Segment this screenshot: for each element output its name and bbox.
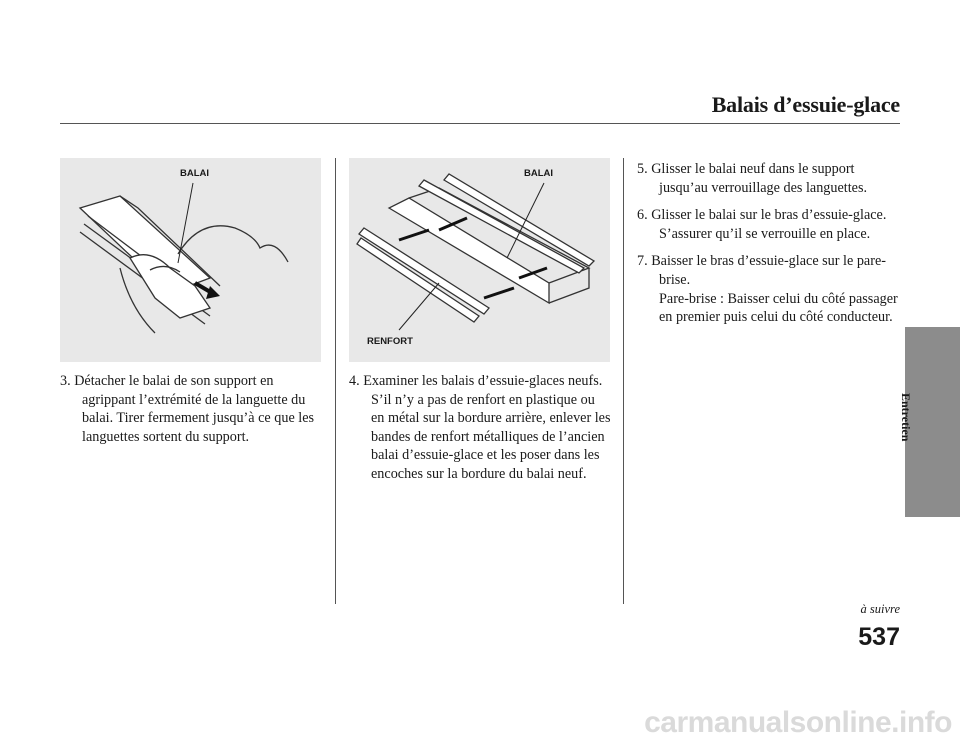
figure-right-callout-renfort: RENFORT — [367, 336, 413, 347]
step-7-note-text: Pare-brise : Baisser celui du côté passager en premier puis celui du côté conducteur. — [659, 290, 898, 326]
step-6-text: Glisser le balai sur le bras d’essuie-glace. S’assurer qu’il se verrouille en place. — [651, 207, 887, 242]
header-rule — [60, 123, 900, 124]
figure-left-callout-balai: BALAI — [180, 168, 210, 179]
step-4 — [349, 372, 611, 484]
step-6-number: 6. — [637, 207, 648, 224]
column-2-text — [349, 372, 611, 493]
step-7-number: 7. — [637, 253, 648, 270]
step-3 — [60, 372, 322, 446]
step-7-note — [637, 290, 899, 327]
section-tab-label — [899, 393, 937, 443]
step-4-text: Examiner les balais d’essuie-glaces neufs. S’il n’y a pas de renfort en plastique ou en métal sur la bordure arrière, enlever les bandes de renfort métalliques de l’ancien balai d’essuie-glace et les poser dans les encoches sur la bordure du balai neuf. — [363, 373, 611, 482]
column-1-text — [60, 372, 322, 455]
step-5-number: 5. — [637, 161, 648, 177]
page-number: 537 — [858, 623, 900, 651]
step-3-text: Détacher le balai de son support en agrippant l’extrémité de la languette du balai. Tirer fermement jusqu’à ce que les languettes sortent du support. — [74, 373, 315, 445]
column-divider-2 — [623, 158, 624, 604]
column-3-text — [637, 160, 899, 336]
step-4-number: 4. — [349, 373, 360, 389]
page-title: Balais d’essuie-glace — [711, 92, 900, 117]
step-3-number: 3. — [60, 373, 71, 389]
figure-blade-removal — [60, 158, 321, 362]
step-7-text: Baisser le bras d’essuie-glace sur le pare-brise. — [651, 253, 886, 288]
step-5 — [637, 160, 899, 197]
figure-right-callout-balai: BALAI — [524, 168, 554, 179]
step-7 — [637, 252, 899, 289]
figure-reinforcement-strips — [349, 158, 610, 362]
column-divider-1 — [335, 158, 336, 604]
step-6 — [637, 206, 899, 243]
step-5-text: Glisser le balai neuf dans le support jusqu’au verrouillage des languettes. — [651, 161, 868, 196]
continued-note: à suivre — [860, 602, 900, 616]
watermark: carmanualsonline.info — [644, 706, 952, 739]
section-tab-text: Entretien — [899, 393, 913, 442]
